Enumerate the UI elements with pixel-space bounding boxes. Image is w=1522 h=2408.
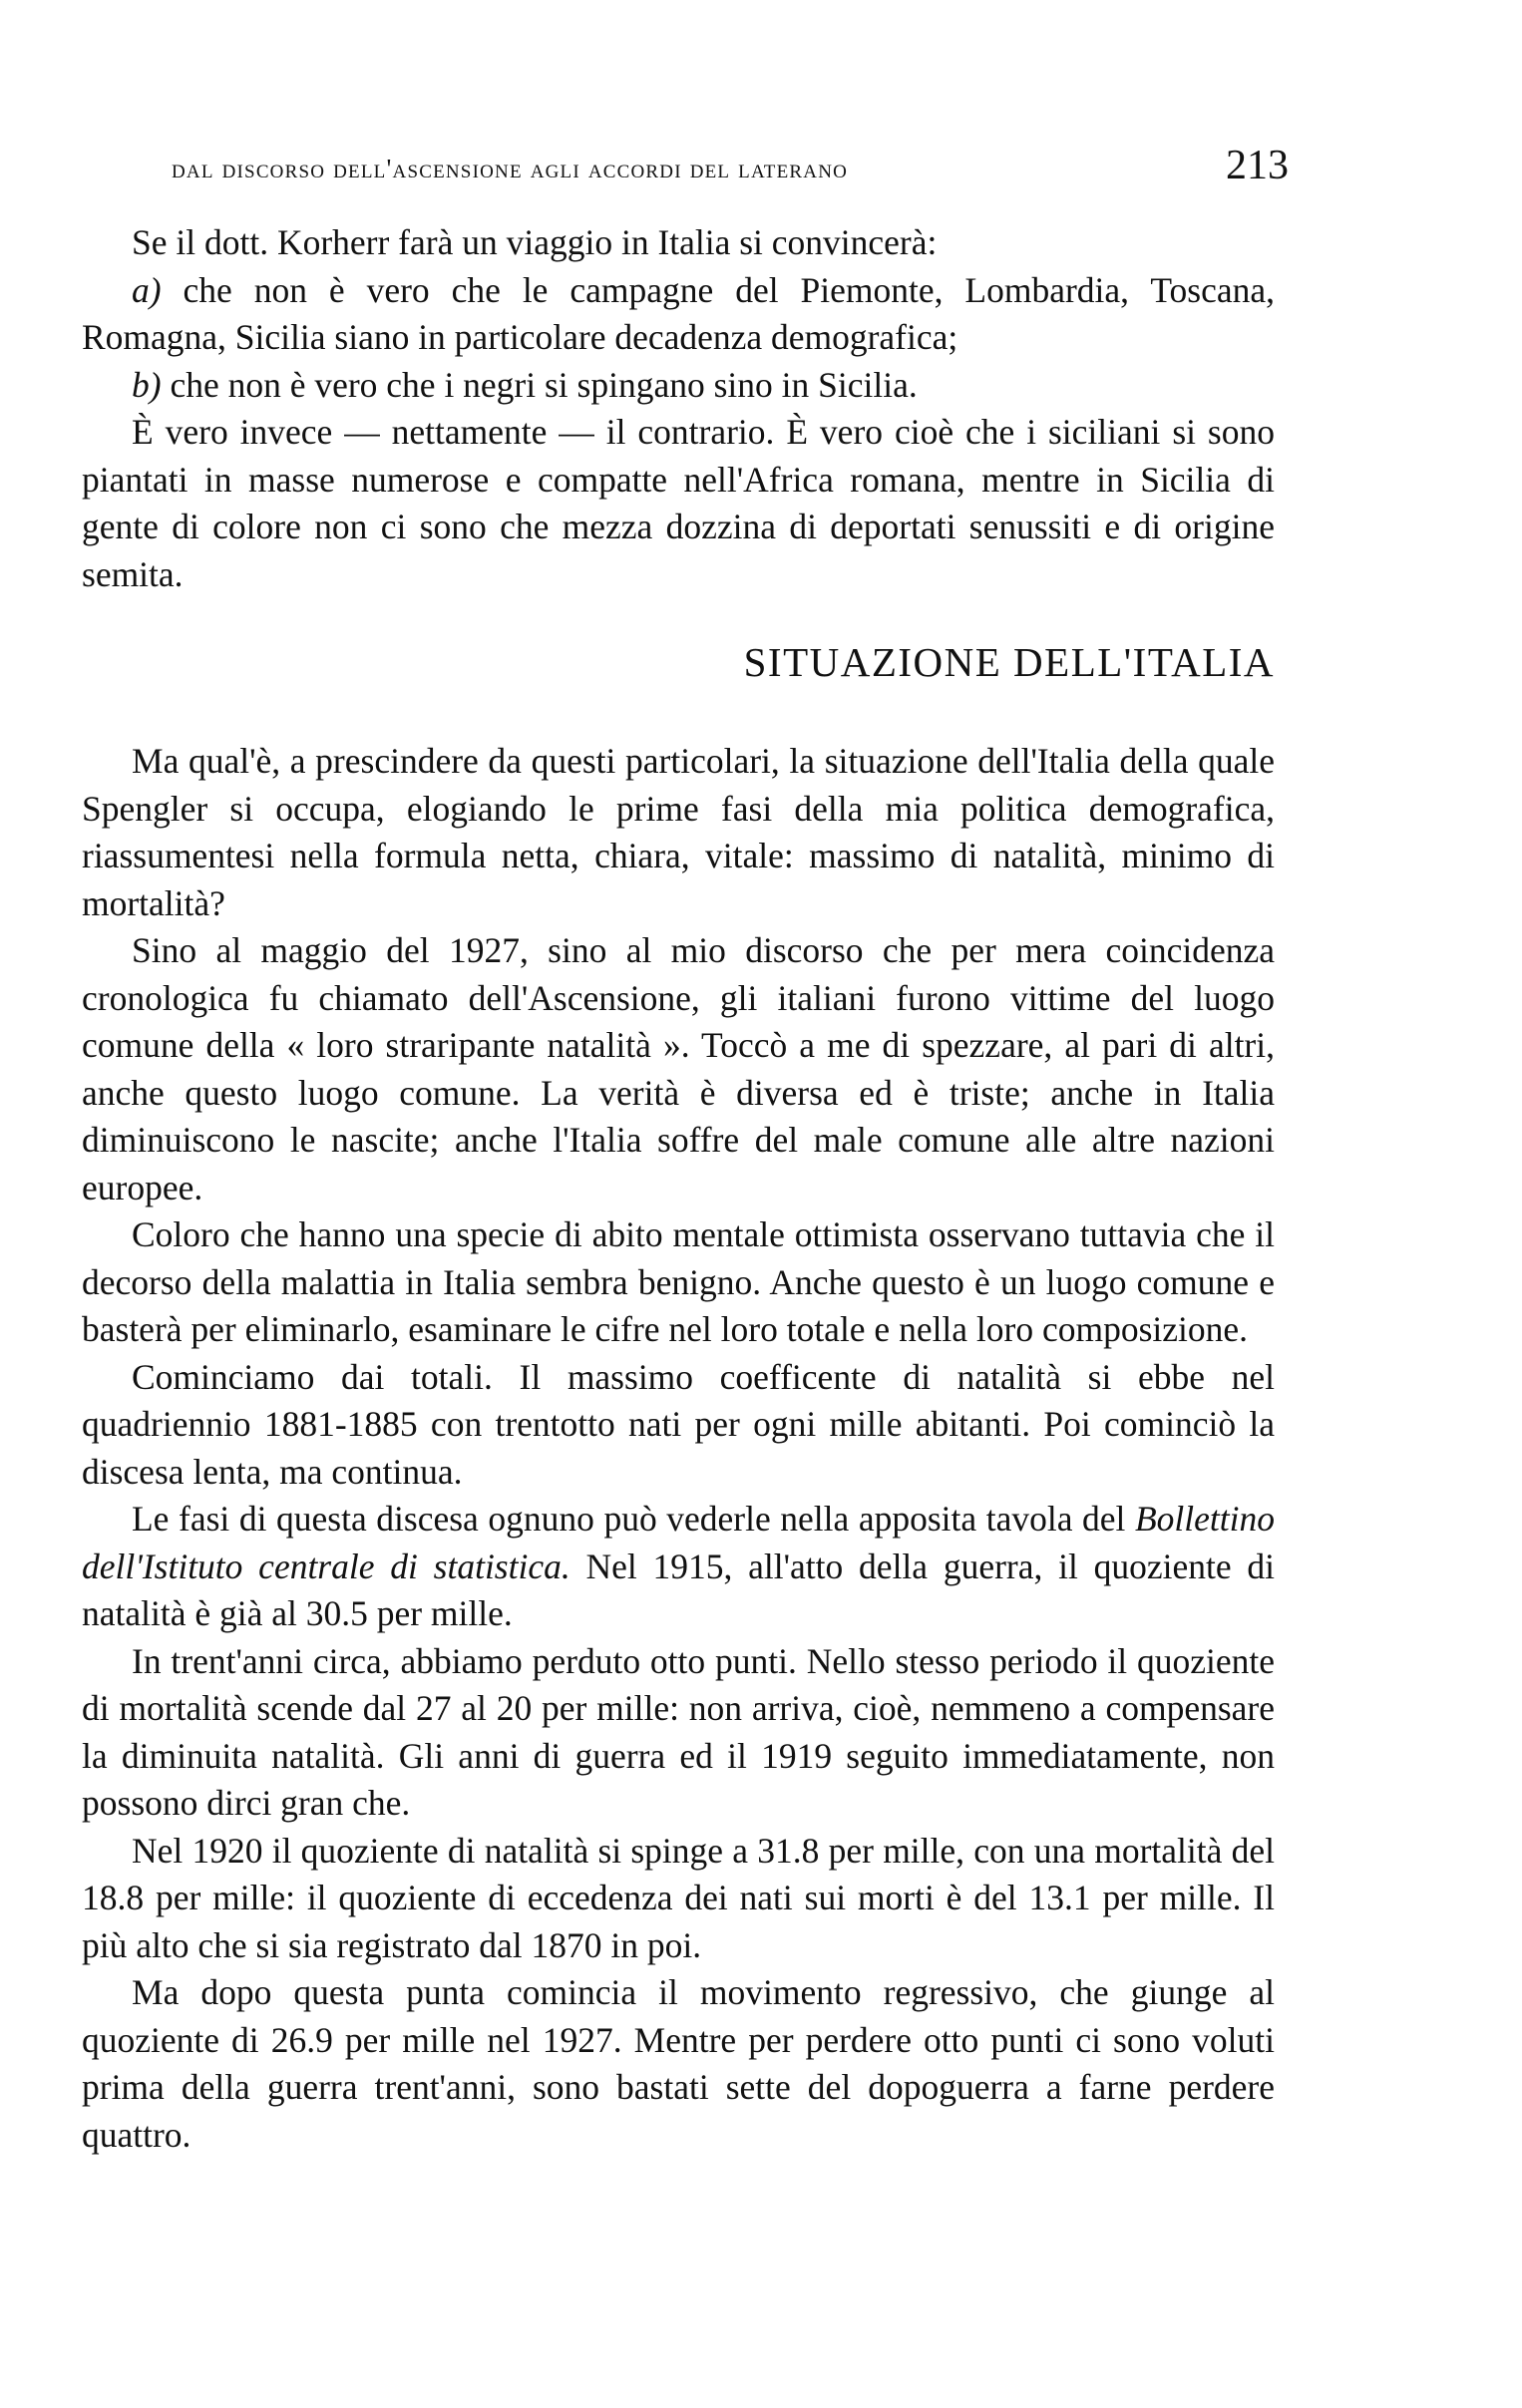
paragraph-1: Ma qual'è, a prescindere da questi particolari, la situazione dell'Italia della quale Spengler si occupa, elogiando le prime fasi della mia politica demografica, riassumentesi nella formula netta, chiara, vitale: massimo di natalità, minimo di mortalità? [82, 741, 1275, 923]
paragraph-3: Coloro che hanno una specie di abito mentale ottimista osservano tuttavia che il decorso della malattia in Italia sembra benigno. Anche questo è un luogo comune e basterà per eliminarlo, esaminare le cifre nel loro totale e nella loro composizione. [82, 1214, 1275, 1349]
list-letter-b: b) [132, 364, 162, 405]
bulletin-title: Bollettino dell'Istituto centrale di statistica. [82, 1499, 1275, 1586]
page-number: 213 [1226, 143, 1289, 188]
paragraph-4: Cominciamo dai totali. Il massimo coefficente di natalità si ebbe nel quadriennio 1881-1885 con trentotto nati per ogni mille abitanti. Poi cominciò la discesa lenta, ma continua. [82, 1356, 1275, 1492]
paragraph-5-start: Le fasi di questa discesa ognuno può vederle nella apposita tavola del [132, 1499, 1135, 1539]
running-header [172, 142, 1289, 201]
list-letter-a: a) [132, 269, 162, 310]
running-title: dal discorso dell'ascensione agli accordi del laterano [172, 154, 849, 183]
paragraph-6: In trent'anni circa, abbiamo perduto otto punti. Nello stesso periodo il quoziente di mortalità scende dal 27 al 20 per mille: non arriva, cioè, nemmeno a compensare la diminuita natalità. Gli anni di guerra ed il 1919 seguito immediatamente, non possono dirci gran che. [82, 1640, 1275, 1823]
intro-conclusion: È vero invece — nettamente — il contrario. È vero cioè che i siciliani si sono piantati in masse numerose e compatte nell'Africa romana, mentre in Sicilia di gente di colore non ci sono che mezza dozzina di deportati senussiti e di origine semita. [82, 412, 1275, 594]
paragraph-5 [82, 1496, 1275, 1638]
list-text-a: che non è vero che le campagne del Piemonte, Lombardia, Toscana, Romagna, Sicilia siano in particolare decadenza demografica; [82, 269, 1275, 357]
list-text-b: che non è vero che i negri si spingano sino in Sicilia. [170, 364, 918, 405]
section-body [82, 738, 1275, 2159]
section-heading: SITUAZIONE DELL'ITALIA [743, 639, 1275, 685]
paragraph-8: Ma dopo questa punta comincia il movimento regressivo, che giunge al quoziente di 26.9 per mille nel 1927. Mentre per perdere otto punti ci sono voluti prima della guerra trent'anni, sono bastati sette del dopoguerra a farne perdere quattro. [82, 1972, 1275, 2155]
list-item-a [82, 267, 1275, 362]
paragraph-7: Nel 1920 il quoziente di natalità si spinge a 31.8 per mille, con una mortalità del 18.8 per mille: il quoziente di eccedenza dei nati sui morti è del 13.1 per mille. Il più alto che si sia registrato dal 1870 in poi. [82, 1830, 1275, 1965]
paragraph-2: Sino al maggio del 1927, sino al mio discorso che per mera coincidenza cronologica fu chiamato dell'Ascensione, gli italiani furono vittime del luogo comune della « loro straripante natalità ». Toccò a me di spezzare, al pari di altri, anche questo luogo comune. La verità è diversa ed è triste; anche in Italia diminuiscono le nascite; anche l'Italia soffre del male comune alle altre nazioni europee. [82, 930, 1275, 1207]
intro-text [82, 219, 1275, 598]
intro-lead: Se il dott. Korherr farà un viaggio in Italia si convincerà: [132, 222, 938, 262]
list-item-b [82, 362, 1275, 410]
paragraph-5-end: Nel 1915, all'atto della guerra, il quoziente di natalità è già al 30.5 per mille. [82, 1546, 1275, 1633]
